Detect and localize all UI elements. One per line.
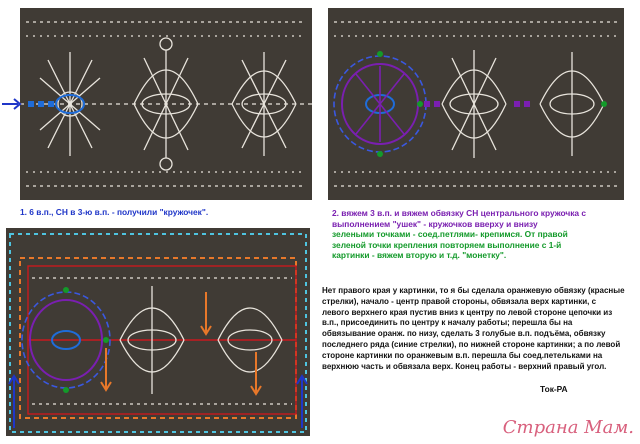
- panel-step-3-diagram: [6, 228, 310, 436]
- stitch-row-top: [26, 22, 306, 36]
- blue-arrows: [9, 376, 307, 428]
- caption-step-3: Нет правого края у картинки, то я бы сделала оранжевую обвязку (красные стрелки), начало - центр правой стороны, обвязала верх картинки, с левого верхнего края пустив вниз к центру по левой стороне цепочки из в.п., присоединить по центру к началу работы; перешла бы на обвязывание оранж. по низу, сделать 3 голубые в.п. подъёма, обвязку последнего ряда (синие стрелки), по нижней стороне картинки; а по левой стороне картинки по оранжевым в.п. перешла бы соед.петельками на верхнюю часть и обвязала верх. Конец работы - верхний правый угол.: [322, 286, 625, 371]
- highlight-first-motif: [334, 56, 426, 152]
- caption-step-1: 1. 6 в.п., СН в 3-ю в.п. - получили "кружочек".: [20, 207, 209, 217]
- orange-arrows: [101, 292, 261, 394]
- crochet-chart-2: [328, 8, 624, 200]
- panel-step-1-diagram: [20, 8, 312, 200]
- stitch-row-bottom: [26, 172, 306, 186]
- start-arrow-icon: [2, 98, 22, 110]
- panel-step-2-diagram: [328, 8, 624, 200]
- watermark-logo: Страна Мам.: [502, 417, 634, 438]
- motif-right-2: [540, 52, 604, 156]
- motif-center-2: [442, 50, 506, 158]
- crochet-chart-1: [20, 8, 312, 200]
- orange-border: [20, 258, 296, 418]
- cyan-border: [10, 234, 306, 432]
- caption-step-2: 2. вяжем 3 в.п. и вяжем обвязку СН центрального кружочка с выполнением "ушек" - кружочков вверху и внизу зелеными точками - соед.петлями- крепимся. От правой зеленой точки крепления повторяем выполнение с 1-й картинки - вяжем вторую и т.д. "монетку".: [332, 208, 587, 260]
- author-signature: Ток-РА: [540, 384, 568, 394]
- crochet-chart-3: [6, 228, 310, 436]
- highlight-chain-row: [424, 101, 530, 107]
